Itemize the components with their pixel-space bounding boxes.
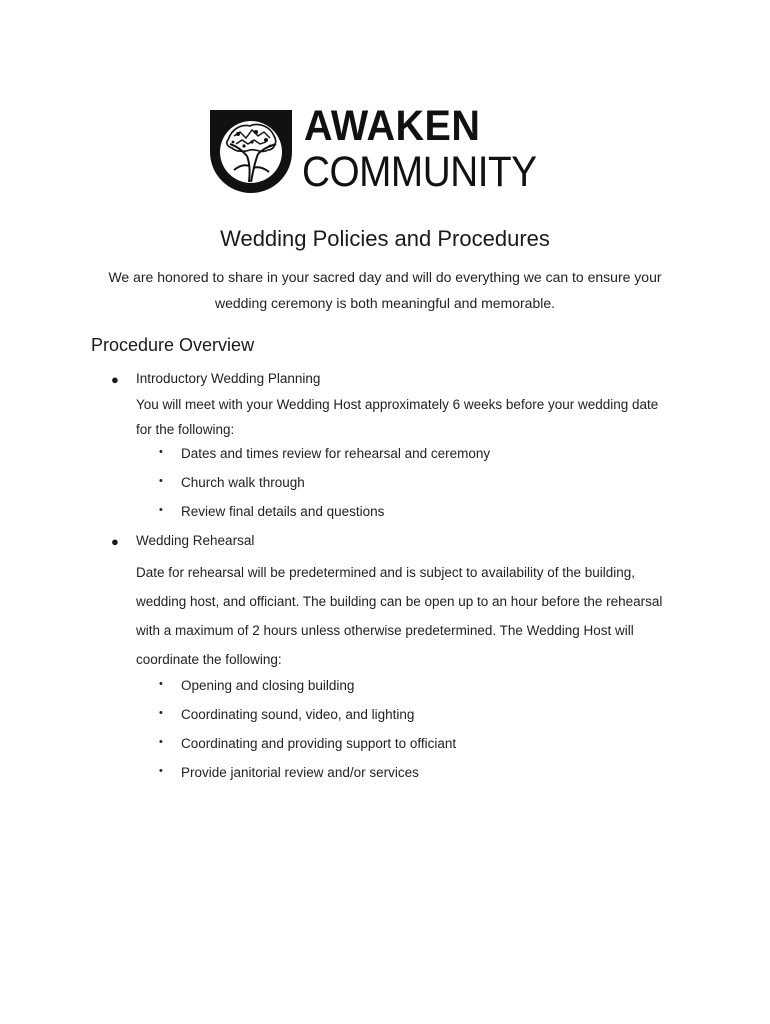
sub-bullet: • (159, 736, 163, 748)
tree-logo-icon (206, 106, 296, 196)
sub-item-text: Coordinating and providing support to officiant (181, 736, 457, 751)
section-heading-procedure-overview: Procedure Overview (91, 335, 255, 355)
sub-bullet: • (159, 475, 163, 487)
sub-bullet: • (159, 707, 163, 719)
sub-bullet: • (159, 446, 163, 458)
intro-paragraph: We are honored to share in your sacred day and will do everything we can to ensure your wedding ceremony is both meaningful and memorable. (108, 269, 662, 311)
sub-item-text: Opening and closing building (181, 678, 355, 693)
awaken-community-logo (206, 104, 570, 196)
item-title: Wedding Rehearsal (136, 533, 255, 548)
sub-bullet: • (159, 504, 163, 516)
list-bullet: ● (111, 372, 119, 387)
sub-item-text: Review final details and questions (181, 504, 385, 519)
item-title: Introductory Wedding Planning (136, 371, 321, 386)
sub-item-text: Provide janitorial review and/or services (181, 765, 419, 780)
sub-bullet: • (159, 765, 163, 777)
sub-item-text: Coordinating sound, video, and lighting (181, 707, 415, 722)
page-title: Wedding Policies and Procedures (220, 226, 550, 251)
list-bullet: ● (111, 534, 119, 549)
item-paragraph: You will meet with your Wedding Host approximately 6 weeks before your wedding date for the following: (136, 397, 659, 437)
sub-bullet: • (159, 678, 163, 690)
sub-item-text: Church walk through (181, 475, 305, 490)
item-paragraph: Date for rehearsal will be predetermined and is subject to availability of the building, wedding host, and officiant. The building can be open up to an hour before the rehearsal with a maximum of 2 hours unless otherwise predetermined. The Wedding Host will coordinate the following: (136, 565, 663, 667)
sub-item-text: Dates and times review for rehearsal and ceremony (181, 446, 491, 461)
logo-text-community: COMMUNITY (302, 148, 537, 196)
logo-text-awaken: AWAKEN (304, 102, 481, 150)
